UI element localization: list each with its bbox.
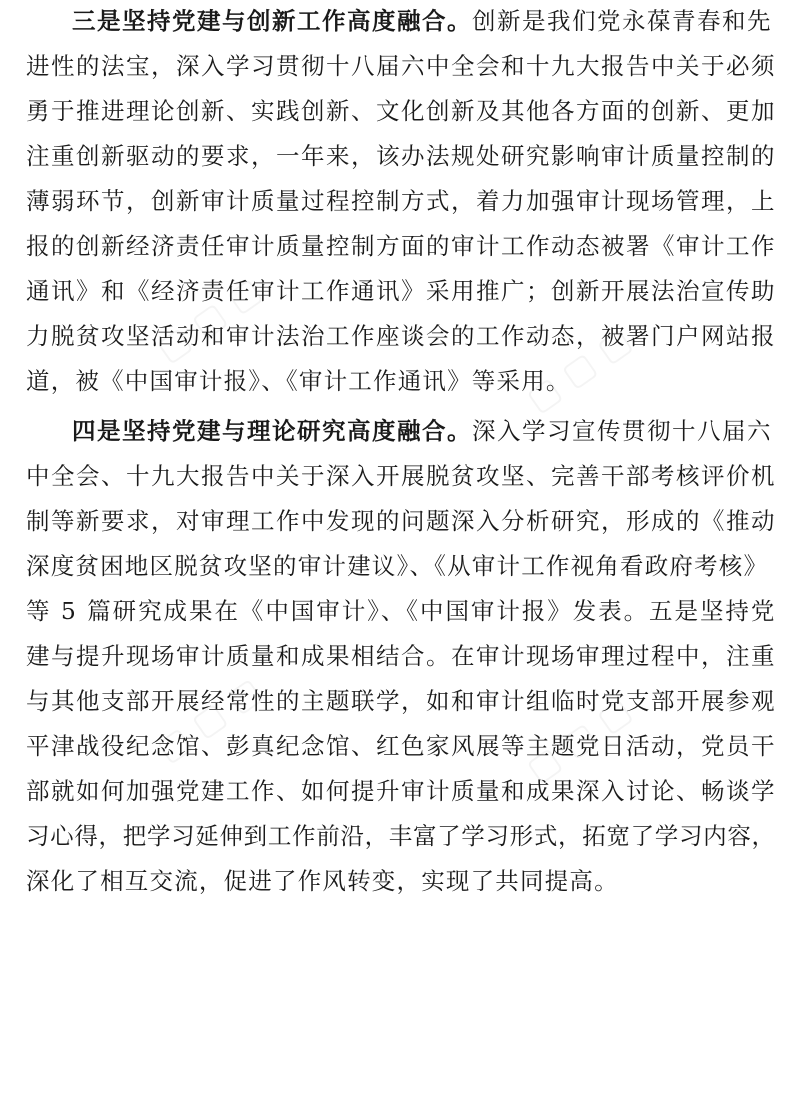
watermark: ▢ ▢ ▢ (149, 669, 269, 771)
watermark: ▢ ▢ ▢ (519, 689, 639, 791)
paragraph-2-line-2: 中全会、十九大报告中关于深入开展脱贫攻坚、完善干部考核评价机 (26, 462, 776, 490)
paragraph-heading: 四是坚持党建与理论研究高度融合。 (72, 417, 472, 445)
paragraph-1-line-3: 勇于推进理论创新、实践创新、文化创新及其他各方面的创新、更加 (26, 97, 776, 125)
paragraph-2-line-1 (72, 409, 772, 453)
paragraph-2-line-9: 部就如何加强党建工作、如何提升审计质量和成果深入讨论、畅谈学 (26, 777, 776, 805)
paragraph-2-line-10: 习心得，把学习延伸到工作前沿，丰富了学习形式，拓宽了学习内容， (26, 822, 776, 850)
paragraph-1-line-2: 进性的法宝，深入学习贯彻十八届六中全会和十九大报告中关于必须 (26, 52, 776, 80)
paragraph-2-line-5: 等 5 篇研究成果在《中国审计》、《中国审计报》发表。五是坚持党 (26, 597, 777, 625)
paragraph-2-line-3: 制等新要求，对审理工作中发现的问题深入分析研究，形成的《推动 (26, 507, 776, 535)
paragraph-2-line-8: 平津战役纪念馆、彭真纪念馆、红色家风展等主题党日活动，党员干 (26, 732, 776, 760)
paragraph-2-line-11: 深化了相互交流，促进了作风转变，实现了共同提高。 (26, 867, 619, 895)
paragraph-1-line-8: 力脱贫攻坚活动和审计法治工作座谈会的工作动态，被署门户网站报 (26, 322, 776, 350)
watermark: ▢ ▢ ▢ (149, 269, 269, 371)
paragraph-1-line-9: 道，被《中国审计报》、《审计工作通讯》等采用。 (26, 367, 571, 395)
paragraph-1-line-1 (72, 0, 772, 43)
paragraph-2-line-6: 建与提升现场审计质量和成果相结合。在审计现场审理过程中，注重 (26, 642, 776, 670)
paragraph-1-line-5: 薄弱环节，创新审计质量过程控制方式，着力加强审计现场管理，上 (26, 187, 776, 215)
paragraph-1-line-7: 通讯》和《经济责任审计工作通讯》采用推广；创新开展法治宣传助 (26, 277, 776, 305)
paragraph-text: 创新是我们党永葆青春和先 (472, 7, 772, 35)
watermark: ▢ ▢ ▢ (519, 319, 639, 421)
paragraph-heading: 三是坚持党建与创新工作高度融合。 (72, 7, 472, 35)
paragraph-2-line-4: 深度贫困地区脱贫攻坚的审计建议》、《从审计工作视角看政府考核》 (26, 552, 769, 580)
paragraph-text: 深入学习宣传贯彻十八届六 (472, 417, 772, 445)
paragraph-1-line-6: 报的创新经济责任审计质量控制方面的审计工作动态被署《审计工作 (26, 232, 776, 260)
paragraph-2-line-7: 与其他支部开展经常性的主题联学，如和审计组临时党支部开展参观 (26, 687, 776, 715)
paragraph-1-line-4: 注重创新驱动的要求，一年来，该办法规处研究影响审计质量控制的 (26, 142, 776, 170)
